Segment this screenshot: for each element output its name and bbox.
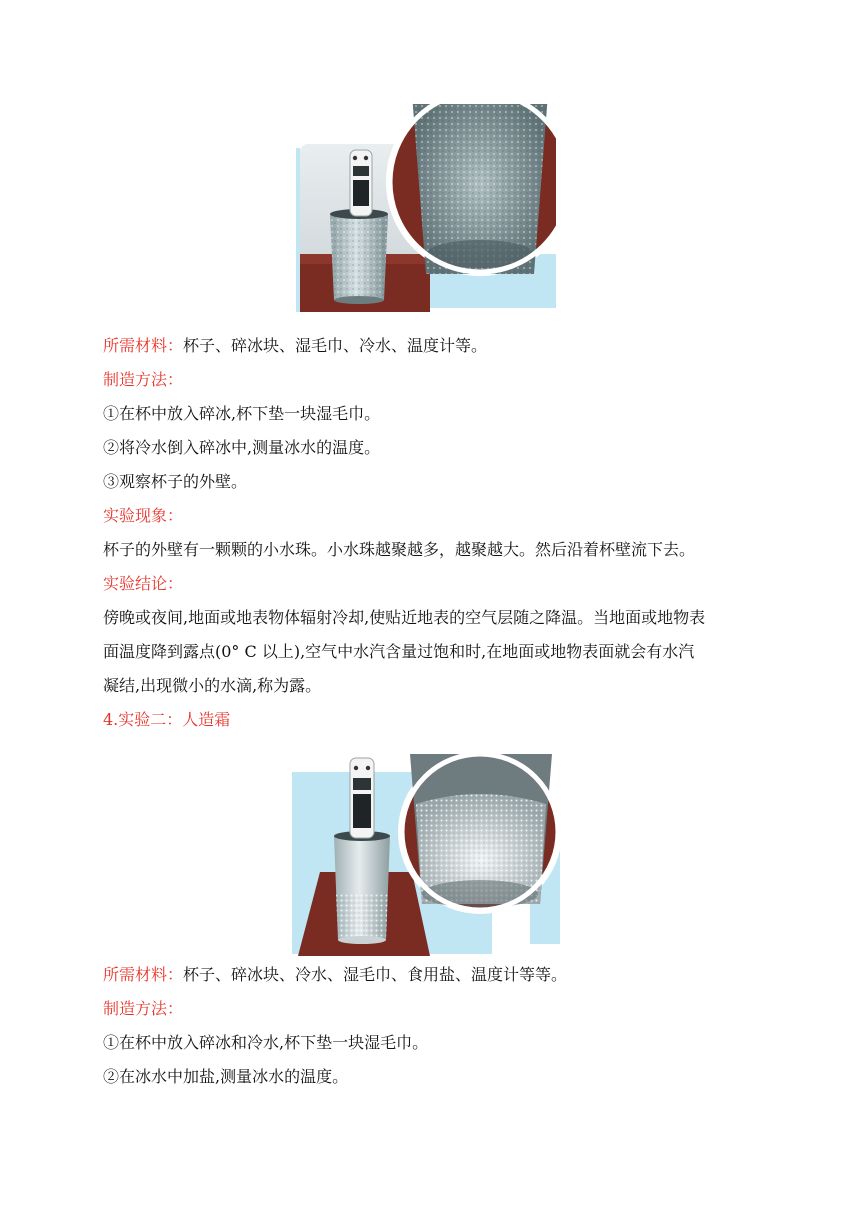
frost-experiment-figure — [290, 744, 562, 958]
exp2-materials-label: 所需材料： — [103, 965, 184, 984]
exp1-conclusion-line-1: 傍晚或夜间,地面或地表物体辐射冷却,使贴近地表的空气层随之降温。当地面或地物表 — [103, 608, 706, 627]
exp2-step-2: ②在冰水中加盐,测量冰水的温度。 — [103, 1067, 349, 1086]
glass-cup — [330, 209, 388, 304]
exp1-materials-text: 杯子、碎冰块、湿毛巾、冷水、温度计等。 — [183, 336, 488, 355]
frost-experiment-illustration — [290, 744, 562, 958]
exp2-method-label: 制造方法： — [103, 999, 184, 1018]
exp1-step-2: ②将冷水倒入碎冰中,测量冰水的温度。 — [103, 438, 381, 457]
exp1-conclusion-label: 实验结论： — [103, 574, 184, 593]
exp1-materials-line — [103, 335, 487, 357]
exp1-step-1: ①在杯中放入碎冰,杯下垫一块湿毛巾。 — [103, 404, 381, 423]
exp1-conclusion-line-2: 面温度降到露点(0° C 以上),空气中水汽含量过饱和时,在地面或地物表面就会有水汽 — [103, 642, 695, 661]
thermometer — [350, 150, 372, 216]
exp2-heading: 4.实验二：人造霜 — [103, 710, 231, 729]
exp2-materials-line — [103, 964, 567, 986]
frost-closeup-circle — [398, 750, 562, 914]
exp2-step-1: ①在杯中放入碎冰和冷水,杯下垫一块湿毛巾。 — [103, 1033, 429, 1052]
exp1-step-3: ③观察杯子的外壁。 — [103, 472, 248, 491]
exp1-materials-label: 所需材料： — [103, 336, 184, 355]
glass-cup — [334, 831, 390, 944]
dew-experiment-illustration — [294, 104, 556, 326]
exp1-phenomenon-text: 杯子的外壁有一颗颗的小水珠。小水珠越聚越多，越聚越大。然后沿着杯壁流下去。 — [103, 540, 696, 559]
exp1-method-label: 制造方法： — [103, 370, 184, 389]
dew-experiment-figure — [294, 104, 556, 326]
thermometer — [350, 758, 374, 838]
exp1-phenomenon-label: 实验现象： — [103, 506, 184, 525]
exp1-conclusion-line-3: 凝结,出现微小的水滴,称为露。 — [103, 676, 322, 695]
exp2-materials-text: 杯子、碎冰块、冷水、湿毛巾、食用盐、温度计等等。 — [183, 965, 568, 984]
